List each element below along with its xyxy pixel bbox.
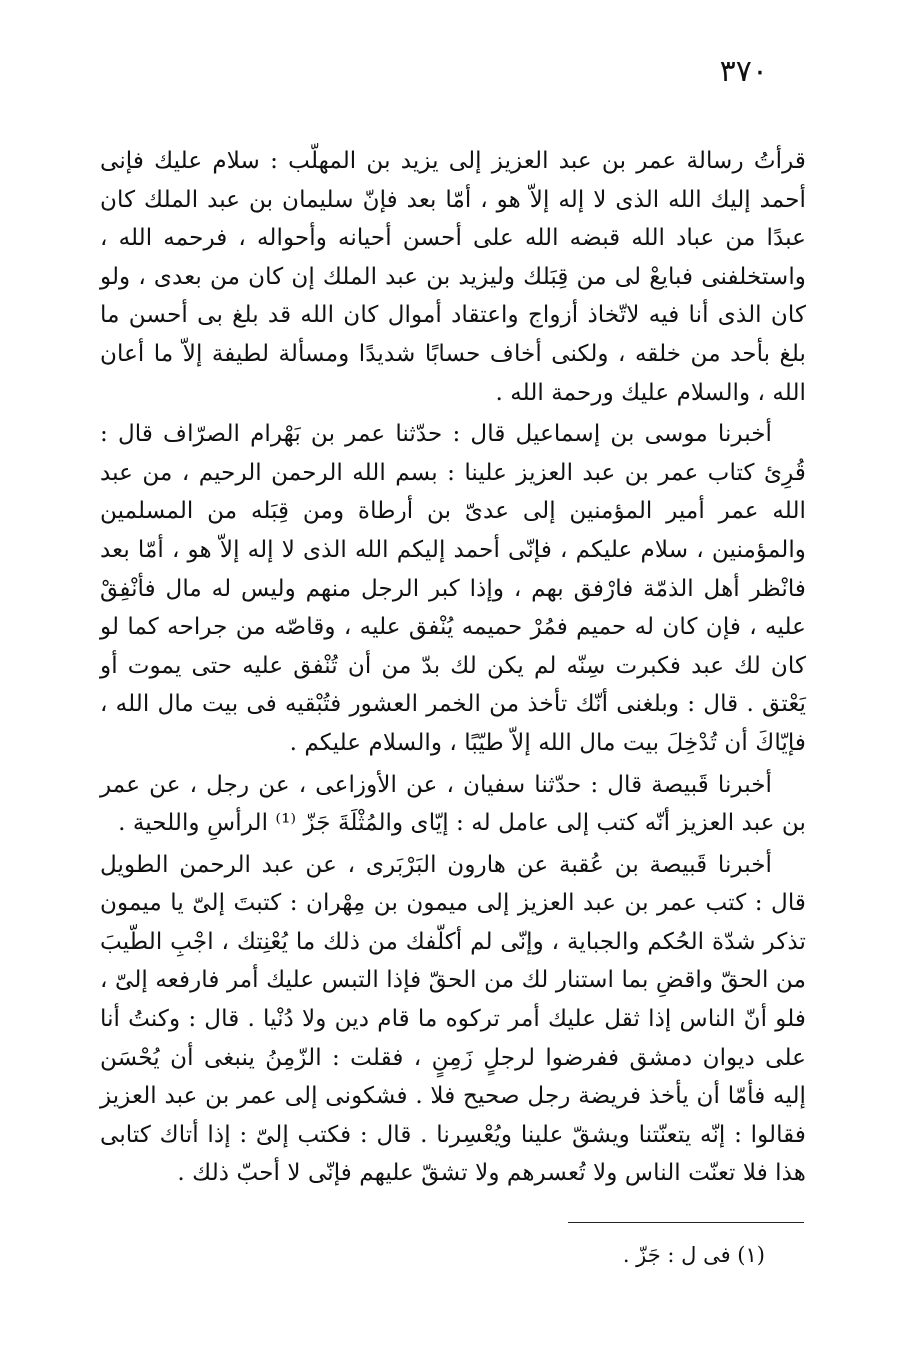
paragraph-1: قرأتُ رسالة عمر بن عبد العزيز إلى يزيد بن المهلّب : سلام عليك فإنى أحمد إليك الله الذى لا إله إلاّ هو ، أمّا بعد فإنّ سليمان بن عبد الملك كان عبدًا من عباد الله قبضه الله على أحسن أحيانه وأحواله ، فرحمه الله ، واستخلفنى فبايعْ لى من قِبَلك وليزيد بن عبد الملك إن كان من بعدى ، ولو كان الذى أنا فيه لاتّخاذ أزواج واعتقاد أموال كان الله قد بلغ بى أحسن ما بلغ بأحد من خلقه ، ولكنى أخاف حسابًا شديدًا ومسألة لطيفة إلاّ ما أعان الله ، والسلام عليك ورحمة الله . [100, 147, 806, 406]
footnote: (١) فى ل : جَزّ . [622, 1243, 765, 1267]
paragraph-4: أخبرنا قَبيصة بن عُقبة عن هارون البَرْبَرى ، عن عبد الرحمن الطويل قال : كتب عمر بن عبد العزيز إلى ميمون بن مِهْران : كتبتَ إلىّ يا ميمون تذكر شدّة الحُكم والجباية ، وإنّى لم أكلّفك من ذلك ما يُعْنِتك ، اجْبِ الطّيبَ من الحقّ واقضِ بما استنار لك من الحقّ فإذا التبس عليك أمر فارفعه إلىّ ، فلو أنّ الناس إذا ثقل عليك أمر تركوه ما قام دين ولا دُنْيا . قال : وكنتُ أنا على ديوان دمشق ففرضوا لرجلٍ زَمِنٍ ، فقلت : الزّمِنُ ينبغى أن يُحْسَن إليه فأمّا أن يأخذ فريضة رجل صحيح فلا . فشكونى إلى عمر بن عبد العزيز فقالوا : إنّه يتعنّتنا ويشقّ علينا ويُعْسِرنا . قال : فكتب إلىّ : إذا أتاك كتابى هذا فلا تعنّت الناس ولا تُعسرهم ولا تشقّ عليهم فإنّى لا أحبّ ذلك . [100, 850, 806, 1187]
footnote-divider [568, 1222, 804, 1223]
page-number: ٣٧٠ [719, 54, 768, 89]
paragraph-2: أخبرنا موسى بن إسماعيل قال : حدّثنا عمر بن بَهْرام الصرّاف قال : قُرِئ كتاب عمر بن عبد العزيز علينا : بسم الله الرحمن الرحيم ، من عبد الله عمر أمير المؤمنين إلى عدىّ بن أرطاة ومن قِبَله من المسلمين والمؤمنين ، سلام عليكم ، فإنّى أحمد إليكم الله الذى لا إله إلاّ هو ، أمّا بعد فانْظر أهل الذمّة فارْفق بهم ، وإذا كبر الرجل منهم وليس له مال فأنْفِقْ عليه ، فإن كان له حميم فمُرْ حميمه يُنْفق عليه ، وقاصّه من جراحه كما لو كان لك عبد فكبرت سِنّه لم يكن لك بدّ من أن تُنْفق عليه حتى يموت أو يَعْتق . قال : وبلغنى أنّك تأخذ من الخمر العشور فتُبْقيه فى بيت مال الله ، فإيّاكَ أن تُدْخِلَ بيت مال الله إلاّ طيّبًا ، والسلام عليكم . [100, 420, 806, 756]
paragraph-3: أخبرنا قَبيصة قال : حدّثنا سفيان ، عن الأوزاعى ، عن رجل ، عن عمر بن عبد العزيز أنّه كتب إلى عامل له : إيّاى والمُثْلَةَ جَزّ ⁽¹⁾ الرأسِ واللحية . [100, 770, 806, 837]
main-text [100, 142, 806, 1196]
